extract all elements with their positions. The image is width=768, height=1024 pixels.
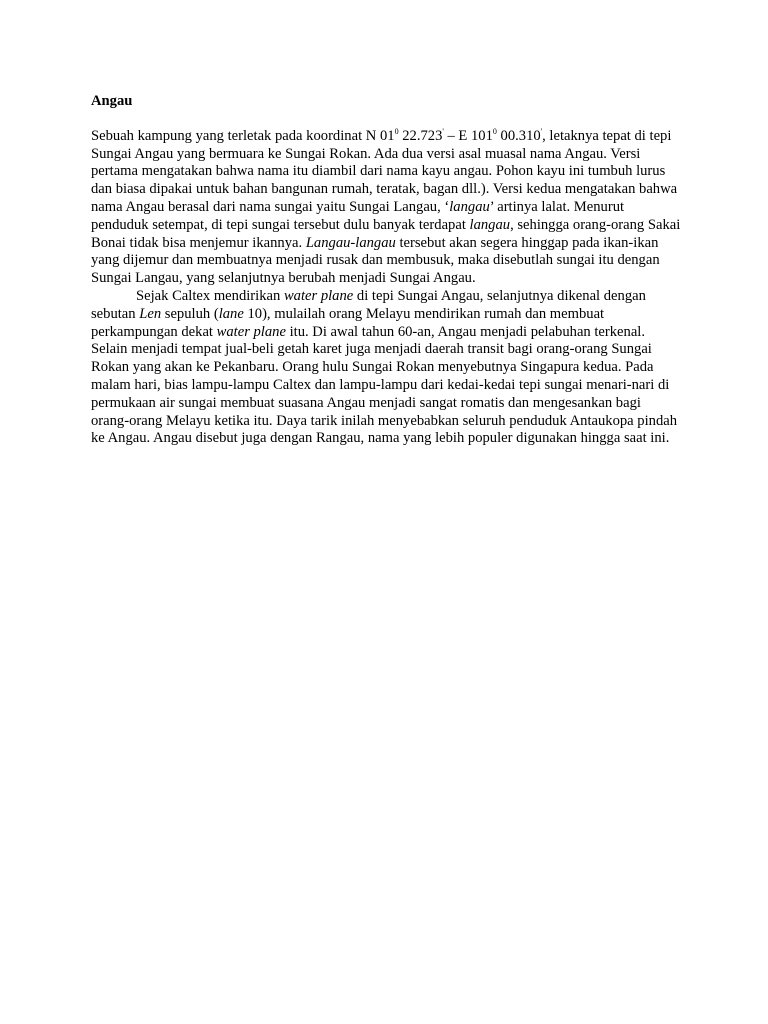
p1-text-2: 22.723	[398, 127, 443, 144]
p2-italic-1: water plane	[283, 287, 354, 304]
p1-text-7: , sehingga orang-orang Sakai Bonai tidak bisa menjemur ikannya.	[91, 216, 681, 251]
p2-text-2: di tepi Sungai Angau, selanjutnya dikenal dengan sebutan	[91, 287, 646, 322]
degree-mark-1: 0	[394, 126, 399, 136]
p1-text-6: ’ artinya lalat. Menurut penduduk setempat, di tepi sungai tersebut dulu banyak terdapat	[91, 198, 625, 233]
paragraph-1	[91, 128, 681, 288]
p1-text-1: Sebuah kampung yang terletak pada koordinat N 01	[91, 127, 395, 144]
p1-text-4: 00.310	[496, 127, 541, 144]
p1-italic-1: langau	[449, 198, 490, 215]
document-title: Angau	[91, 93, 133, 109]
p2-text-5: itu. Di awal tahun 60-an, Angau menjadi pelabuhan terkenal. Selain menjadi tempat jual-beli getah karet juga menjadi daerah transit bagi orang-orang Sungai Rokan yang akan ke Pekanbaru. Orang hulu Sungai Rokan menyebutnya Singapura kedua. Pada malam hari, bias lampu-lampu Caltex dan lampu-lampu dari kedai-kedai tepi sungai menari-nari di permukaan air sungai membuat suasana Angau menjadi sangat romatis dan mengesankan bagi orang-orang Melayu ketika itu. Daya tarik inilah menyebabkan seluruh penduduk Antaukopa pindah ke Angau. Angau disebut juga dengan Rangau, nama yang lebih populer digunakan hingga saat ini.	[91, 323, 678, 447]
p1-italic-2: langau	[469, 216, 511, 233]
paragraph-2	[91, 288, 681, 448]
p1-text-8: tersebut akan segera hinggap pada ikan-ikan yang dijemur dan membuatnya menjadi rusak dan membusuk, maka disebutlah sungai itu dengan Sungai Langau, yang selanjutnya berubah menjadi Sungai Angau.	[91, 234, 660, 287]
p2-text-1: Sejak Caltex mendirikan	[136, 287, 284, 304]
p1-text-3: – E 101	[443, 127, 493, 144]
p2-italic-2: Len	[139, 305, 162, 322]
p1-text-5: , letaknya tepat di tepi Sungai Angau yang bermuara ke Sungai Rokan. Ada dua versi asal muasal nama Angau. Versi pertama mengatakan bahwa nama itu diambil dari nama kayu angau. Pohon kayu ini tumbuh lurus dan biasa dipakai untuk bahan bangunan rumah, teratak, bagan dll.). Versi kedua mengatakan bahwa nama Angau berasal dari nama sungai yaitu Sungai Langau, ‘	[91, 127, 678, 215]
minute-mark-1: '	[442, 126, 444, 136]
minute-mark-2: '	[540, 126, 543, 136]
p2-text-3: sepuluh (	[161, 305, 219, 322]
p2-italic-4: water plane	[216, 323, 286, 340]
p1-italic-3: Langau-langau	[305, 234, 396, 251]
document-body	[91, 93, 681, 448]
p2-text-4: 10), mulailah orang Melayu mendirikan rumah dan membuat perkampungan dekat	[91, 305, 605, 340]
degree-mark-2: 0	[492, 126, 497, 136]
p2-italic-3: lane	[218, 305, 244, 322]
